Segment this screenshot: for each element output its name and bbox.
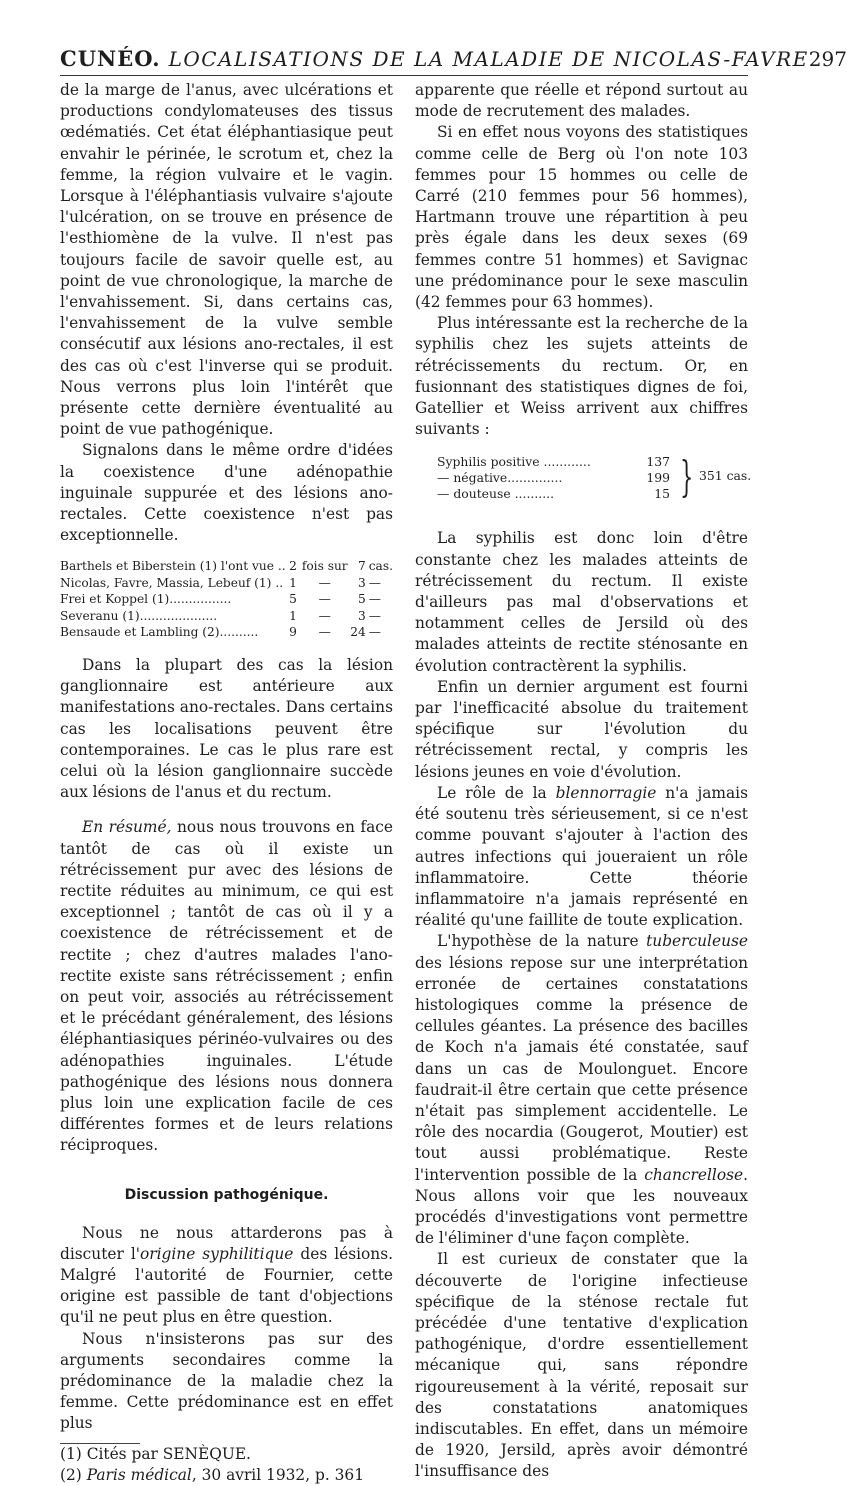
- left-paragraph-5: [60, 1223, 393, 1329]
- table-cell-label: Frei et Koppel (1)................: [60, 592, 232, 607]
- table-cell-total: 3: [357, 575, 366, 590]
- syphilis-stats: [415, 452, 752, 516]
- syphilis-label: — négative..............: [437, 470, 563, 486]
- table-cell-label: Barthels et Biberstein (1) l'ont vue ..: [60, 559, 286, 574]
- emphasis-chancrellose: chancrellose: [644, 1165, 744, 1184]
- emphasis-tuberculeuse: tuberculeuse: [646, 932, 748, 951]
- table-cell-unit: —: [368, 608, 381, 623]
- syphilis-value: 137: [646, 454, 670, 470]
- left-paragraph-4-text: nous nous trouvons en face tantôt de cas où il existe un rétrécissement pur avec des lésions de rectite réduites au minimum, ce qui est exceptionnel ; tantôt de cas où il y a coexistence de rétrécissement et de rectite ; chez d'autres malades l'ano-rectite existe sans rétrécissement ; enfin on peut voir, associés au rétrécissement et le précédant généralement, des lésions éléphantiasiques périnéo-vulvaires ou des adénopathies inguinales. L'étude pathogénique des lésions nous donnera plus loin une explication facile de ces différentes formes et de leurs relations réciproques.: [60, 818, 393, 1155]
- footnote-2-a: (2): [60, 1465, 87, 1484]
- left-paragraph-5-b: des lésions. Malgré l'autorité de Fournier, cette origine est passible de tant d'objections qu'il ne peut plus en être question.: [60, 1244, 394, 1327]
- table-cell-label: Nicolas, Favre, Massia, Lebeuf (1) ..: [60, 575, 284, 590]
- table-cell-n: 2: [289, 559, 297, 574]
- footnote-2-journal: Paris médical: [86, 1465, 192, 1484]
- right-paragraph-4: La syphilis est donc loin d'être constante chez les malades atteints de rétrécissement du rectum. Il existe d'ailleurs pas mal d'observations et notamment celles de Jersild où des malades atteints de rectite sténosante en évolution contractèrent la syphilis.: [415, 529, 748, 675]
- header-author: CUNÉO.: [60, 46, 161, 71]
- syphilis-label: Syphilis positive ............: [437, 454, 591, 470]
- header-title: LOCALISATIONS DE LA MALADIE DE NICOLAS-FAVRE: [168, 47, 809, 71]
- right-paragraph-7-a: L'hypothèse de la nature: [437, 932, 647, 951]
- running-header: [60, 42, 847, 76]
- right-paragraph-7: [415, 931, 748, 1249]
- right-paragraph-3: Plus intéressante est la recherche de la syphilis chez les sujets atteints de rétrécissements du rectum. Or, en fusionnant des statistiques dignes de foi, Gatellier et Weiss arrivent aux chiffres suivants :: [415, 314, 748, 439]
- left-paragraph-1: de la marge de l'anus, avec ulcérations et productions condylomateuses des tissus œdématiés. Cet état éléphantiasique peut envahir le périnée, le scrotum et, chez la femme, la région vulvaire et le vagin. Lorsque à l'éléphantiasis vulvaire s'ajoute l'ulcération, on se trouve en présence de l'esthiomène de la vulve. Il n'est pas toujours facile de savoir quelle est, au point de vue chronologique, la marche de l'envahissement. Si, dans certains cas, l'envahissement de la vulve semble consécutif aux lésions ano-rectales, il est des cas où c'est l'inverse qui se produit. Nous verrons plus loin l'intérêt que présente cette dernière éventualité au point de vue pathogénique.: [60, 81, 393, 439]
- right-paragraph-2: Si en effet nous voyons des statistiques comme celle de Berg où l'on note 103 femmes pour 15 hommes ou celle de Carré (210 femmes pour 56 hommes), Hartmann trouve une répartition à peu près égale dans les deux sexes (69 femmes contre 51 hommes) et Savignac une prédominance pour le sexe masculin (42 femmes pour 63 hommes).: [415, 123, 748, 312]
- emphasis-origine-syphilitique: origine syphilitique: [139, 1244, 294, 1263]
- brace-icon: }: [680, 452, 694, 502]
- right-paragraph-5: Enfin un dernier argument est fourni par l'inefficacité absolue du traitement spécifique sur l'évolution du rétrécissement rectal, y compris les lésions jeunes en voie d'évolution.: [415, 677, 748, 781]
- table-row: [60, 624, 393, 641]
- table-cell-unit: —: [368, 575, 381, 590]
- footnote-2: [60, 1465, 393, 1486]
- table-cell-unit: —: [368, 625, 381, 640]
- table-row: [60, 608, 393, 625]
- table-row: [60, 558, 393, 575]
- table-cell-total: 5: [357, 592, 366, 607]
- left-paragraph-4: [60, 817, 393, 1156]
- footnote-2-b: , 30 avril 1932, p. 361: [191, 1465, 365, 1484]
- emphasis-en-resume: En résumé,: [82, 818, 172, 837]
- table-cell-unit: —: [368, 592, 381, 607]
- left-paragraph-2: Signalons dans le même ordre d'idées la coexistence d'une adénopathie inguinale suppurée et des lésions ano-rectales. Cette coexistence n'est pas exceptionnelle.: [60, 441, 393, 545]
- table-row: [60, 591, 393, 608]
- syphilis-total: 351 cas.: [699, 468, 752, 484]
- table-cell-label: Bensaude et Lambling (2)..........: [60, 625, 259, 640]
- right-paragraph-6: [415, 783, 748, 931]
- section-heading: Discussion pathogénique.: [124, 1186, 329, 1203]
- table-cell-total: 7: [357, 559, 366, 574]
- table-cell-n: 1: [289, 608, 297, 623]
- table-cell-mid: —: [318, 592, 331, 607]
- syphilis-value: 199: [646, 470, 670, 486]
- left-paragraph-5-a: Nous ne nous attarderons pas à discuter l': [60, 1223, 393, 1263]
- table-cell-mid: —: [318, 575, 331, 590]
- table-cell-n: 9: [289, 625, 297, 640]
- right-paragraph-7-b: des lésions repose sur une interprétation erronée de certaines constatations histologiques comme la présence de cellules géantes. La présence des bacilles de Koch n'a jamais été constatée, sauf dans un cas de Moulonguet. Encore faudrait-il être certain que cette présence n'était pas simplement accidentelle. Le rôle des nocardia (Gougerot, Moutier) est tout aussi problématique. Reste l'intervention possible de la: [415, 953, 748, 1184]
- table-cell-total: 3: [357, 608, 366, 623]
- syphilis-row: [437, 454, 677, 470]
- syphilis-value: 15: [654, 486, 670, 502]
- emphasis-blennorragie: blennorragie: [555, 783, 657, 802]
- left-paragraph-3: Dans la plupart des cas la lésion ganglionnaire est antérieure aux manifestations ano-rectales. Dans certains cas les localisations peuvent être contemporaines. Le cas le plus rare est celui où la lésion ganglionnaire succède aux lésions de l'anus et du rectum.: [60, 655, 393, 802]
- table-row: [60, 575, 393, 592]
- table-cell-label: Severanu (1)....................: [60, 608, 218, 623]
- coexistence-table: [60, 558, 393, 641]
- left-paragraph-6: Nous n'insisterons pas sur des arguments secondaires comme la prédominance de la maladie chez la femme. Cette prédominance est en effet plus: [60, 1329, 393, 1433]
- table-cell-n: 5: [289, 592, 297, 607]
- syphilis-row: [437, 470, 677, 486]
- table-cell-mid: —: [318, 608, 331, 623]
- left-column: [60, 80, 393, 1486]
- table-cell-mid: —: [318, 625, 331, 640]
- right-paragraph-8: Il est curieux de constater que la découverte de l'origine infectieuse spécifique de la sténose rectale fut précédée d'une tentative d'explication pathogénique, d'ordre essentiellement mécanique qui, sans répondre rigoureusement à la vérité, reposait sur des constatations anatomiques indiscutables. En effet, dans un mémoire de 1920, Jersild, après avoir démontré l'insuffisance des: [415, 1250, 748, 1481]
- right-paragraph-1: apparente que réelle et répond surtout au mode de recrutement des malades.: [415, 81, 748, 121]
- right-paragraph-6-b: n'a jamais été soutenu très sérieusement, si ce n'est comme pouvant s'ajouter à l'action des autres infections qui joueraient un rôle inflammatoire. Cette théorie inflammatoire n'a jamais représenté en réalité qu'une faillite de toute explication.: [415, 783, 748, 930]
- right-paragraph-7-c: . Nous allons voir que les nouveaux procédés d'investigations vont permettre de l'éliminer d'une façon complète.: [415, 1165, 748, 1248]
- right-paragraph-6-a: Le rôle de la: [437, 783, 556, 802]
- page-number: 297: [808, 47, 847, 71]
- right-column: [415, 80, 752, 1483]
- syphilis-row: [437, 486, 677, 502]
- table-cell-mid: fois sur: [301, 559, 348, 574]
- table-cell-n: 1: [289, 575, 297, 590]
- syphilis-label: — douteuse ..........: [437, 486, 555, 502]
- table-cell-total: 24: [350, 625, 366, 640]
- table-cell-unit: cas.: [368, 559, 393, 574]
- footnote-1: (1) Cités par SENÈQUE.: [60, 1444, 251, 1463]
